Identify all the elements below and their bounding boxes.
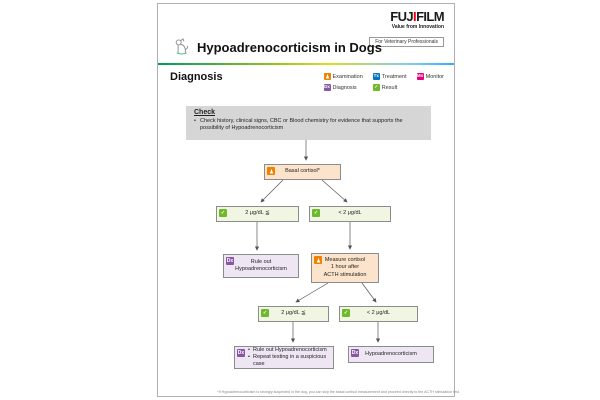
treatment-icon: Tx <box>373 73 379 79</box>
examination-icon <box>324 73 331 80</box>
examination-icon <box>314 256 322 264</box>
node-label: Basal cortisol* <box>285 168 320 175</box>
legend-label: Examination <box>332 73 363 80</box>
legend-item-diagnosis <box>324 84 363 91</box>
diagnosis-icon: Dx <box>324 84 330 90</box>
result-icon: ✓ <box>343 309 349 316</box>
flask-icon <box>269 169 274 174</box>
result-icon: ✓ <box>262 309 268 316</box>
legend <box>324 73 445 91</box>
node-final-diagnosis <box>348 346 434 363</box>
result-icon: ✓ <box>374 84 379 90</box>
examination-icon <box>267 167 275 175</box>
node-bullet: • Repeat testing in a suspicious case <box>248 354 331 368</box>
diagnosis-icon: Dx <box>226 257 234 264</box>
legend-item-examination <box>324 73 363 80</box>
node-result-ge2-second <box>258 306 329 322</box>
check-item: • Check history, clinical signs, CBC or Blood chemistry for evidence that supports the possibility of Hypoadrenocorticism <box>194 118 423 132</box>
node-label: < 2 μg/dL <box>338 210 362 217</box>
legend-label: Diagnosis <box>332 84 357 91</box>
page-title: Hypoadrenocorticism in Dogs <box>197 39 382 55</box>
result-icon: ✓ <box>220 209 226 216</box>
legend-item-treatment <box>373 73 407 80</box>
diagnosis-icon: Dx <box>351 349 359 356</box>
node-label: < 2 μg/dL <box>366 310 391 317</box>
node-line: Hypoadrenocorticism <box>235 266 287 272</box>
brand-right: FILM <box>416 9 444 24</box>
node-label: 2 μg/dL ≦ <box>281 310 306 317</box>
section-title: Diagnosis <box>170 71 223 83</box>
node-line: 1 hour after <box>330 264 360 271</box>
legend-item-result <box>373 84 407 91</box>
title-row <box>172 37 382 57</box>
node-line: Rule out <box>250 258 272 265</box>
monitor-icon: Mo <box>416 73 424 79</box>
node-basal-cortisol <box>264 164 341 180</box>
node-line: Measure cortisol <box>324 257 366 264</box>
dog-icon <box>172 37 192 57</box>
logo-tagline: Value from Innovation <box>391 24 444 30</box>
node-line: ACTH stimulation <box>323 271 367 278</box>
node-acth-stimulation <box>311 253 379 283</box>
legend-label: Monitor <box>425 73 444 80</box>
node-result-lt2-first <box>309 206 391 222</box>
legend-label: Result <box>381 84 398 91</box>
result-icon: ✓ <box>313 209 319 216</box>
document-page <box>157 3 460 397</box>
node-label: Hypoadrenocorticism <box>365 350 417 357</box>
check-box <box>186 106 431 140</box>
diagnosis-icon: Dx <box>237 349 245 356</box>
node-final-rule-out <box>234 346 334 369</box>
node-result-ge2-first <box>216 206 299 222</box>
node-rule-out <box>223 254 299 278</box>
node-label: 2 μg/dL ≦ <box>245 210 270 217</box>
footnote: *If Hypoadrenocorticism is strongly suspected in the dog, you can skip the basal cortisol measurement and proceed directly to the ACTH stimulation test. <box>217 390 460 394</box>
node-result-lt2-second <box>339 306 418 322</box>
flask-icon <box>316 258 321 263</box>
brand-left: FUJ <box>390 9 414 24</box>
legend-label: Treatment <box>381 73 407 80</box>
brand-accent-i: I <box>413 9 417 24</box>
node-bullet: • Rule out Hypoadrenocorticism <box>248 347 327 354</box>
veterinary-professionals-badge: For Veterinary Professionals <box>369 37 444 47</box>
legend-item-monitor <box>417 73 444 80</box>
check-title: Check <box>194 109 216 116</box>
flask-icon <box>325 74 330 79</box>
gradient-divider <box>158 63 454 65</box>
fujifilm-logo <box>369 10 444 23</box>
